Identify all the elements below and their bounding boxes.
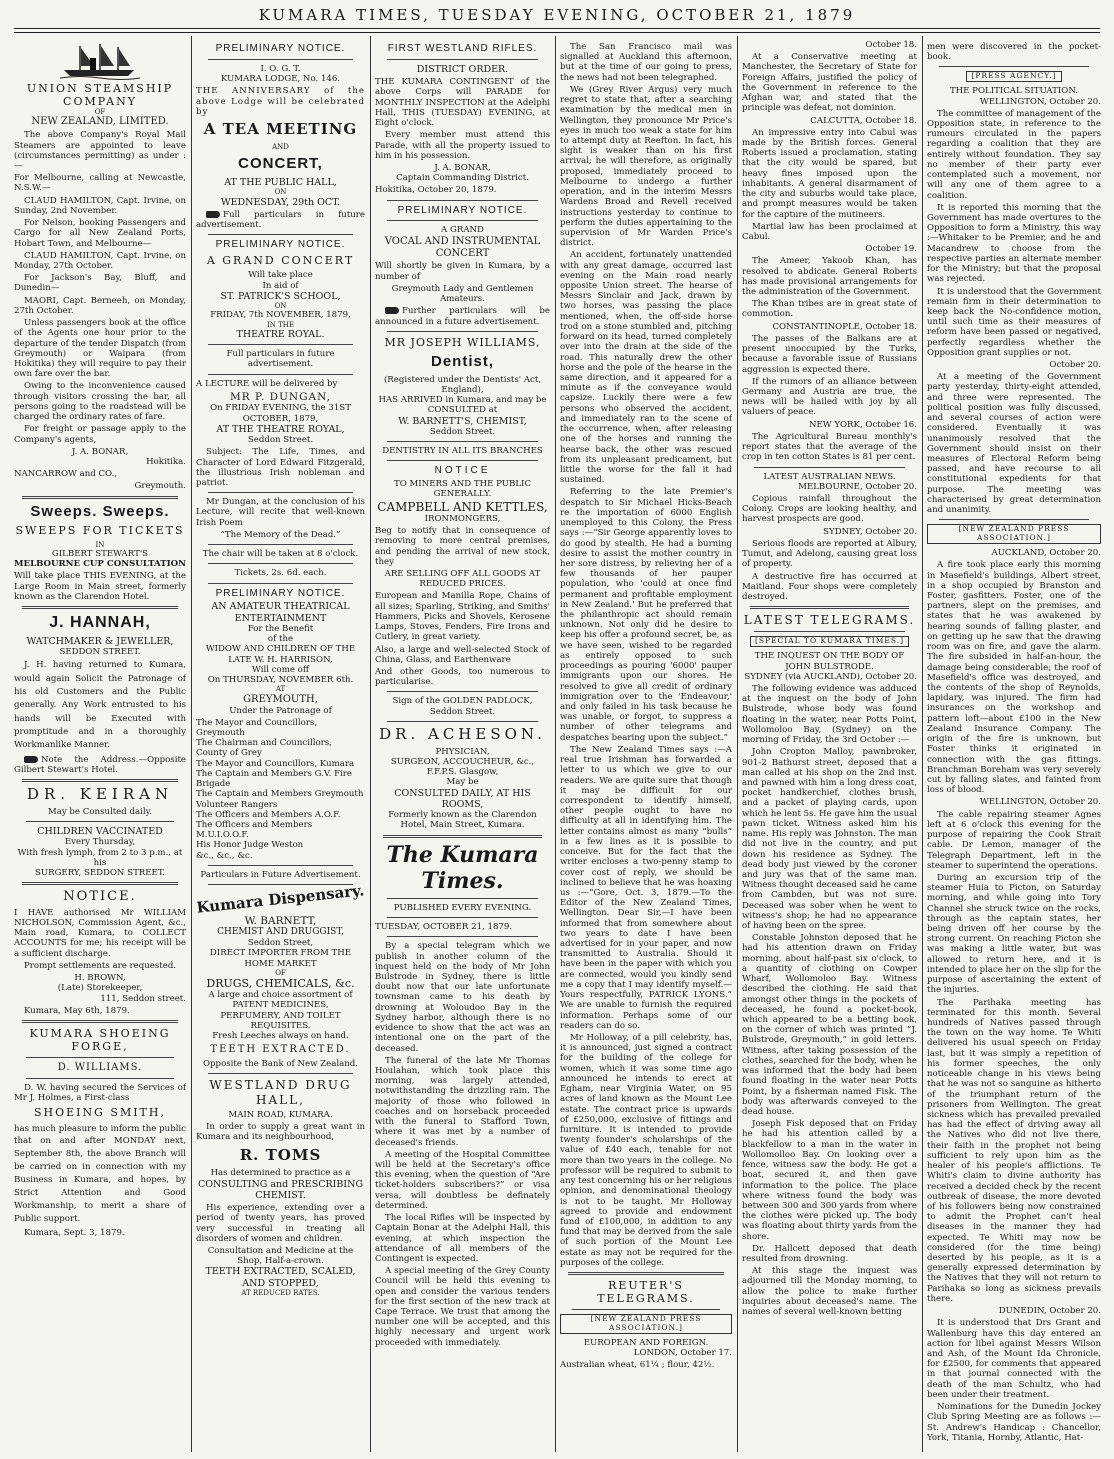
divider <box>387 331 538 332</box>
forge-smith: SHOEING SMITH, <box>33 1106 166 1120</box>
pointing-hand-icon <box>24 756 38 763</box>
editorial-1: By a special telegram which we publish in another column of the inquest held on the body of Mr John Bulstrode in Sydney, there is little doubt now that our late unfortunate townsman came to his death by drowning at Woloudoo Bay in the Sydney harbor, although there is no evidence to show that the act was an intentional one on the part of the deceased. <box>375 941 550 1054</box>
divider <box>939 66 1089 67</box>
cable-1: At a Conservative meeting at Manchester, the Secretary of State for Foreign Affairs, justified the policy of the Government in reference to the Afghan war, and stated that the principle was defeat, not dominion. <box>742 52 917 114</box>
usc-claud1: CLAUD HAMILTON, Capt. Irvine, on Sunday, 2nd November. <box>14 195 186 216</box>
teeth: TEETH EXTRACTED. <box>210 1044 351 1056</box>
divider <box>22 496 178 499</box>
inquest-4: Joseph Fisk deposed that on Friday he had his attention called by a blackfellow to a man in the water in Wollomolloo Bay. On looking over a fence, witness saw the body. He got a boat, secured it, and then gave information to the police. The place where witness found the body was between 300 and 300 yards from where the clothes were picked up. The body was floating about thirty yards from the shore. <box>742 1119 917 1242</box>
assort: A large and choice assortment of <box>208 990 353 1001</box>
press-tag: [PRESS AGENCY.] <box>966 71 1061 82</box>
lect-place: AT THE THEATRE ROYAL, <box>216 423 345 435</box>
lect-date: On FRIDAY EVENING, the 31ST OCTOBER, 1879, <box>210 403 351 424</box>
surgeon: SURGEON, ACCOUCHEUR, &c., <box>390 756 535 767</box>
forge-head: KUMARA SHOEING FORGE, <box>29 1027 171 1054</box>
physician: PHYSICIAN, <box>435 746 490 757</box>
bonar-role: Captain Commanding District. <box>396 173 529 184</box>
news-6: Nominations for the Dunedin Jockey Club Spring Meeting are as follows :— St. Andrew's Handicap : Chancellor, York, Titania, Hornby, Atlantic, Hat- <box>927 1402 1101 1443</box>
prelim-3: PRELIMINARY NOTICE. <box>215 587 346 599</box>
nzpa-tag: [NEW ZEALAND PRESS ASSOCIATION.] <box>560 1314 732 1334</box>
column-1 <box>14 40 186 1452</box>
latest-head: LATEST TELEGRAMS. <box>743 613 916 628</box>
maybe: May be <box>446 777 479 788</box>
leeches: Fresh Leeches always on hand. <box>212 1031 349 1041</box>
polsit-head: THE POLITICAL SITUATION. <box>949 86 1079 97</box>
masthead: KUMARA TIMES, TUESDAY EVENING, OCTOBER 21, 1879 <box>258 6 856 24</box>
reuter: REUTER'S TELEGRAMS. <box>597 1279 695 1306</box>
bonar: J. A. BONAR, <box>434 162 491 173</box>
divider <box>387 691 538 692</box>
news-5: It is understood that Drs Grant and Wallenburg have this day entered an action for libel against Messrs Wilson and Ash, of the Mount Ida Chronicle, for £2500, for comments that appeared in that journal connected with the death of the man Schultz, who had been under their treatment. <box>927 1318 1101 1400</box>
lodge: KUMARA LODGE, No. 146. <box>220 74 341 85</box>
usc-agent2-loc: Greymouth. <box>134 481 186 492</box>
divider <box>383 835 542 838</box>
inthe: IN THE <box>267 320 294 329</box>
benefit: For the Benefit <box>247 624 314 634</box>
paper-title: The Kumara Times. <box>386 841 539 894</box>
stpat: ST. PATRICK'S SCHOOL, <box>220 290 341 302</box>
divider <box>387 721 538 722</box>
notice-head: NOTICE. <box>63 889 137 905</box>
column-separator <box>555 36 556 1452</box>
column-2 <box>196 40 365 1452</box>
westland: WESTLAND DRUG HALL, <box>209 1078 352 1107</box>
article-6: Mr Holloway, of a pill celebrity, has, it is announced, just signed a contract for the building of the college for women, which it was some time ago announced he intends to erect at Egham, near Virginia Water, on 95 acres of land known as the Mount Lee estate. The contract price is upwards of £250,000, exclusive of fittings and furniture. It is intended to provide twenty founder's scholarships of the value of £40 each, tenable for not more than two years in the college. No professor will be required to submit to any test concerning his or her religious opinion, and denominational theology is not to be taught. Mr Holloway agreed to provide and endowment fund of £100,000, in addition to any fund that may be derived from the sale of such portion of the Mount Lee estate as may not be required for the purposes of the college. <box>560 1033 732 1268</box>
divider <box>26 1057 174 1058</box>
article-5: The New Zealand Times says :—A real true Irishman has forwarded a letter to us which we give to our readers. We are quite sure that though it may be difficult for our correspondent to identify himself, other people ought to have no difficulty at all in identifying him. The letter contains almost as many “bulls” in a few lines as it is possible to conceive. But for the fact that the writer encloses a two-penny stamp to cover cost of reply, we should be inclined to believe that he was hoaxing us :—“Gore, Oct. 3, 1879.—To the Editor of the New Zealand Times, Wellington. Dear Sir,—I have been informed that from somewhere about two years to date I have been advertised for in your paper, and now transmitted to Australia. Should it have been in the paper with which you are connected, would you kindly send me a copy that I may identify myself.—Yours respectfully, PATRICK LYONS.” We are unable to furnish the required information. Perhaps some of our readers can do so. <box>560 744 732 1031</box>
divider <box>387 936 538 937</box>
inquest-1: The following evidence was adduced at the inquest on the body of John Bulstrode, whose body was found floating in the water, near Potts Point, Wollomoloo Bay, (Sydney) on the morning of Friday, the 3rd October :— <box>742 684 917 746</box>
willtake: Will take place <box>248 270 313 281</box>
on-2: ON <box>274 302 287 311</box>
patent: PATENT MEDICINES, <box>232 1000 329 1011</box>
dentistry: DENTISTRY IN ALL ITS BRANCHES <box>382 446 543 457</box>
inquest-3: Constable Johnston deposed that he had his attention drawn on Friday morning, about half-past six o'clock, to a quantity of clothing on Cowper Wharf, Wollomoloo Bay. Witness described the clothing. He said that amongst other things in the pockets of deceased, he found a pocket-book, which appeared to be a betting book, on the corner of which was printed “J. Bulstrode, Greymouth,” in gold letters. Witness, after taking possession of the clothes, searched for the body, when he was informed that the body had been found floating in the water near Potts Point, by a fisherman named Fisk. The body was afterwards conveyed to the dead house. <box>742 933 917 1117</box>
editorial-2: The funeral of the late Mr Thomas Houlahan, which took place this morning, was largely attended, notwithstanding the drizzling rain. The majority of those who followed in coaches and on horseback proceeded with the funeral to Stafford Town, where it was met by a number of deceased's friends. <box>375 1055 550 1148</box>
patrons: The Mayor and Councillors, Greymouth The Chairman and Councillors, County of Grey The Mayor and Councillors, Kumara The Captain and Members G.V. Fire Brigade The Captain and Members Greymouth Volunteer Rangers The Officers and Members A.O.F. The Officers and Members M.U.I.O.O.F. His Honor Judge Weston &c., &c., &c. <box>196 717 364 861</box>
forge-date: Kumara, Sept. 3, 1879. <box>24 1227 125 1238</box>
keiran-surgery: SURGERY, SEDDON STREET. <box>34 868 166 879</box>
teameeting: A TEA MEETING <box>203 119 358 138</box>
column-separator <box>370 36 371 1452</box>
ffps: F.F.P.S. Glasgow, <box>426 767 499 778</box>
seddon-3: Seddon Street. <box>429 426 496 437</box>
divider <box>208 563 353 564</box>
lect-street: Seddon Street. <box>247 435 314 446</box>
of: of the <box>267 634 294 645</box>
divider <box>22 779 178 782</box>
continuation: men were discovered in the pocket-book. <box>927 42 1101 63</box>
selling: ARE SELLING OFF ALL GOODS AT REDUCED PRICES. <box>384 569 541 590</box>
inquest-head: THE INQUEST ON THE BODY OF JOHN BULSTRODE. <box>754 651 905 672</box>
usc-owing: Owing to the inconvenience caused through visitors crossing the bar, all persons going to the roadstead will be charged the ordinary rates of fare. <box>14 381 186 423</box>
rifles: FIRST WESTLAND RIFLES. <box>387 43 538 54</box>
on: ON <box>274 188 287 197</box>
prelim-1: PRELIMINARY NOTICE. <box>215 43 346 54</box>
divider <box>22 606 178 609</box>
notice-prompt: Prompt settlements are requested. <box>24 960 177 971</box>
hannah-street: SEDDON STREET. <box>59 647 141 658</box>
published: PUBLISHED EVERY EVENING. <box>393 902 532 913</box>
usc-unless: Unless passengers book at the office of the Agents one hour prior to the departure of the tender Dispatch (from Greymouth) or Waipara (from Hokitika) they will require to pay their own fare over the bar. <box>14 318 186 380</box>
subject: Subject: The Life, Times, and Character of Lord Edward Fitzgerald, the illustrious Irish nobleman and patriot. <box>196 447 365 488</box>
and: AND <box>272 142 289 151</box>
forge-body: D. W. having secured the Services of Mr J. Holmes, a First-class <box>14 1083 186 1104</box>
keiran-lymph: With fresh lymph, from 2 to 3 p.m., at his <box>17 847 183 868</box>
pointing-hand-icon <box>385 307 399 314</box>
cable-3: Martial law has been proclaimed at Cabul. <box>742 221 917 242</box>
perf: PERFUMERY, AND TOILET REQUISITES. <box>220 1010 341 1031</box>
usc-title-2: NEW ZEALAND, LIMITED. <box>31 116 169 128</box>
notice-addr: 111, Seddon street. <box>100 993 186 1004</box>
masthead-rule-2 <box>14 32 1100 33</box>
of-2: OF <box>275 968 286 977</box>
forge-body2: has much pleasure to inform the public that on and after MONDAY next, September 8th, the above Branch will be carried on in connection with my Business in Kumara, and hopes, by Strict Attention and Good Workmanship, to merit a share of Public support. <box>14 1123 186 1224</box>
divider <box>208 492 353 493</box>
usc-title: UNION STEAMSHIP COMPANY <box>26 82 174 109</box>
chemist: CHEMIST AND DRUGGIST, <box>217 927 344 938</box>
cable-10: Serious floods are reported at Albury, Tumut, and Adelong, causing great loss of property. <box>742 538 917 570</box>
dispensary-title: Kumara Dispensary. <box>196 881 365 917</box>
opp: Opposite the Bank of New Zealand. <box>203 1059 358 1070</box>
seddon: Seddon Street, <box>247 938 314 949</box>
divider <box>387 200 538 201</box>
drugs: DRUGS, CHEMICALS, &c. <box>206 977 355 991</box>
sweeps-head: Sweeps. Sweeps. <box>30 502 170 520</box>
barnett-3: W. BARNETT'S, CHEMIST, <box>398 415 527 427</box>
also: Also, a large and well-selected Stock of China, Glass, and Earthenware <box>375 644 550 665</box>
notice-date: Kumara, May 6th, 1879. <box>24 1005 130 1016</box>
importer: DIRECT IMPORTER FROM THE HOME MARKET <box>209 948 352 969</box>
divider <box>939 519 1089 520</box>
column-3 <box>375 40 550 1452</box>
divider <box>568 1272 724 1275</box>
dateline: MELBOURNE, October 20. <box>798 481 917 492</box>
issue-date: TUESDAY, OCTOBER 21, 1879. <box>375 922 513 933</box>
determined: Has determined to practice as a <box>210 1168 351 1179</box>
dateline: October 19. <box>865 244 917 255</box>
inquest-5: Dr. Hallcett deposed that death resulted from drowning. <box>742 1243 917 1265</box>
thurs: On THURSDAY, NOVEMBER 6th. <box>207 675 354 686</box>
greymouth: GREYMOUTH, <box>243 693 318 705</box>
theatre: THEATRE ROYAL. <box>236 328 325 340</box>
euro: EUROPEAN AND FOREIGN. <box>583 1338 709 1349</box>
column-separator <box>191 36 192 1452</box>
political-4: At a meeting of the Government party yesterday, thirty-eight attended, and three were represented. The political position was fully discussed, and several courses of action were considered. Eventually it was unanimously resolved that the Government should insist on their measures of Electoral Reform being passed, and have recourse to all constitutional expedients for that purpose. The meeting was characterised by great determination and unanimity. <box>927 372 1101 516</box>
recite: Mr Dungan, at the conclusion of his Lecture, will recite that well-known Irish Poem <box>196 497 365 528</box>
usc-agent2: NANCARROW and CO., <box>14 469 118 480</box>
dateline: SYDNEY (via AUCKLAND), October 20. <box>744 671 917 682</box>
news-4: The Parihaka meeting has terminated for this month. Several hundreds of Natives passed through the town on the way home. Te Whiti delivered his usual speech on Friday last, but it was simply a repetition of his former speeches, the only noticeable change in his views being that he was not so sanguine as hitherto of the triumphant return of the prisoners from Wellington. The great sickness which has prevailed prevailed has had the effect of driving away all the Natives who did not live there, their faith in the prophet not being sufficient to rely upon him as the healer of his people's afflictions. Te Whiti's claim to divine authority has received a decided check by the recent outbreak of disease, the more devoted of his followers being now constrained to admit the Prophet can't heal diseases in the manner they had expected. Te Whiti may now be considered (for the time being) deserted by his people, as it is a generally expressed determination by the Natives that they will not return to Parihaka so long as sickness prevails there. <box>927 997 1101 1304</box>
sweeps-body: Will take place THIS EVENING, at the Large Room in Main street, formerly known as the Clarendon Hotel. <box>14 571 186 602</box>
usc-claud2: CLAUD HAMILTON, Capt. Irvine, on Monday, 27th October. <box>14 250 186 271</box>
divider <box>387 220 538 221</box>
sweeps-title: SWEEPS FOR TICKETS <box>15 524 185 538</box>
cable-8: The Agricultural Bureau monthly's report states that the average of the crop in ten cotton States is 81 per cent. <box>742 431 917 463</box>
willcome: Will come off <box>252 664 309 675</box>
lecture: A LECTURE will be delivered by <box>196 378 338 389</box>
column-4 <box>560 40 732 1452</box>
usc-jackson: For Jackson's Bay, Bluff, and Dunedin— <box>14 273 186 294</box>
reg: (Registered under the Dentists' Act, England), <box>383 374 542 395</box>
divider <box>572 1309 720 1310</box>
wed: WEDNESDAY, 29th OCT. <box>220 196 341 208</box>
political-2: It is reported this morning that the Government has made overtures to the Opposition to form a Ministry, this way :—Whitaker to be Premier, and he and Macandrew to choose from the respective parties an alternate member for the Ministry; but that the proposal was rejected. <box>927 202 1101 285</box>
dateline: WELLINGTON, October 20. <box>979 96 1101 107</box>
dateline: CALCUTTA, October 18. <box>810 115 917 126</box>
sweeps-cup: MELBOURNE CUP CONSULTATION <box>14 559 186 570</box>
divider <box>387 460 538 461</box>
under: Under the Patronage of <box>229 705 332 716</box>
sweeps-in: IN <box>95 540 105 549</box>
divider <box>26 821 174 822</box>
divider <box>208 234 353 235</box>
dateline: CONSTANTINOPLE, October 18. <box>772 321 917 332</box>
other: And other Goods, too numerous to particularise. <box>375 666 550 688</box>
full-1: Full particulars in future advertisement. <box>196 209 365 231</box>
keiran-consult: May be Consulted daily. <box>47 806 153 817</box>
chair: The chair will be taken at 8 o'clock. <box>202 549 359 560</box>
divider <box>754 631 905 632</box>
prelim-2: PRELIMINARY NOTICE. <box>215 239 346 251</box>
dateline: AUCKLAND, October 20. <box>991 548 1101 559</box>
iogt: I. O. G. T. <box>260 63 301 74</box>
keiran-children: CHILDREN VACCINATED <box>37 826 163 838</box>
teeth2: TEETH EXTRACTED, SCALED, AND STOPPED, <box>205 1266 356 1289</box>
padlock: Sign of the GOLDEN PADLOCK, Seddon Street. <box>392 696 533 717</box>
iron: IRONMONGERS, <box>424 513 501 524</box>
tickets: Tickets, 2s. 6d. each. <box>234 568 327 579</box>
consulting: CONSULTING and PRESCRIBING CHEMIST. <box>197 1178 364 1201</box>
divider <box>208 865 353 866</box>
editorial-5: A special meeting of the Grey County Council will be held this evening to open and consider the various tenders for the first section of the new track at Cape Terrace. We trust that among the number one will be accepted, and this highly necessary and urgent work proceeded with immediately. <box>375 1266 550 1348</box>
divider <box>22 882 178 885</box>
grey: Greymouth Lady and Gentlemen Amateurs. <box>391 283 534 305</box>
divider <box>208 374 353 375</box>
divider <box>208 1073 353 1074</box>
beg: Beg to notify that in consequence of removing to more central premises, and pending the arrival of new stock, they <box>375 526 550 567</box>
mainroad: MAIN ROAD, KUMARA. <box>228 1109 333 1120</box>
concert: CONCERT, <box>238 155 323 173</box>
divider <box>208 344 353 345</box>
publichall: AT THE PUBLIC HALL, <box>224 177 337 188</box>
miners: TO MINERS AND THE PUBLIC GENERALLY. <box>393 479 532 500</box>
grand: A GRAND CONCERT <box>206 254 355 268</box>
dateline: October 20. <box>1049 360 1101 371</box>
hannah-body: J. H. having returned to Kumara, would again Solicit the Patronage of his old Customers and the Public generally. Any Work entrusted to his hands will be Executed with promptitude and in a thoroughly Workmanlike Manner. <box>14 660 186 751</box>
campbell: CAMPBELL AND KETTLES, <box>377 499 548 514</box>
usc-newcastle: For Melbourne, calling at Newcastle, N.S.W.— <box>14 173 186 194</box>
amateur: AN AMATEUR THEATRICAL ENTERTAINMENT <box>211 601 350 624</box>
divider <box>208 59 353 60</box>
editorial-4: The local Rifles will be inspected by Captain Bonar at the Adelphi Hall, this evening, at which inspection the attendance of all members of the Contingent is expected. <box>375 1213 550 1264</box>
news-2: The cable repairing steamer Agnes left at 6 o'clock this evening for the purpose of repairing the Cook Strait cable. Dr Lemon, manager of the Telegraph Department, left in the steamer to superintend the operations. <box>927 809 1101 871</box>
forge-name: D. WILLIAMS. <box>57 1062 143 1074</box>
european: European and Manilla Rope, Chains of all sizes; Sparling, Striking, and Smiths' Hammers, Picks and Shovels, Kerosene Lamps, Stoves, Fenders, Fire Irons and Cutlery, in great variety. <box>375 591 550 643</box>
nzpa-tag: [NEW ZEALAND PRESS ASSOCIATION.] <box>927 524 1101 544</box>
given: Will shortly be given in Kumara, by a number of <box>375 261 550 282</box>
poem: “The Memory of the Dead.” <box>220 529 341 540</box>
acheson: DR. ACHESON. <box>379 724 546 743</box>
article-2: We (Grey River Argus) very much regret to state that, after a searching examination by the medical men in Wellington, they pronounce Mr Price's eyes in much too weak a state for him to attempt duty at Reefton. In fact, his sight is weaker than on his first arrival; he will therefore, as originally proposed, immediately proceed to Melbourne to undergo a further operation, and in the interim Messrs Wardens Broad and Revell received instructions yesterday to continue to perform the duties appertaining to the supervision of Mr Warden Price's district. <box>560 84 732 249</box>
inquest-2: John Cropton Malloy, pawnbroker, 901-2 Bathurst street, deposed that a man called at his shop on the 2nd inst. and pawned with him a long dress coat, pocket handkerchief, clothes brush, and a packet of playing cards, upon which he lent 5s. He gave him the usual pawn ticket. Witness asked him his name. His reply was Johnston. The man did not live in the country, and put down his residence as Sydney. The dead body just viewed by the coroner and jury was that of the same man. Witness thought deceased said he came from Cambden, but was not sure. Deceased was sober when he went to witness's shop; he had no appearance of having been on the spree. <box>742 747 917 932</box>
aus-head: LATEST AUSTRALIAN NEWS. <box>763 471 896 482</box>
inquest-6: At this stage the inquest was adjourned till the Monday morning, to allow the police to make further inquiries about deceased's name. The names of several well-known betting <box>742 1266 917 1318</box>
cable-11: A destructive fire has occurred at Maitland. Four shops were completely destroyed. <box>742 571 917 602</box>
wheat: Australian wheat, 61¼ ; flour, 42½. <box>560 1360 715 1371</box>
notice-body: I HAVE authorised Mr WILLIAM NICHOLSON, Commission Agent, &c., Main road, Kumara, to COLLECT ACCOUNTS for me; his receipt will be a sufficient discharge. <box>14 907 186 959</box>
barnett: W. BARNETT, <box>244 914 317 927</box>
column-5 <box>742 40 917 1452</box>
arrived: HAS ARRIVED in Kumara, and may be CONSULTED at <box>378 395 547 416</box>
hannah-name: J. HANNAH, <box>49 613 151 631</box>
full-2: Full particulars in future advertisement. <box>226 349 335 370</box>
bonar-date: Hokitika, October 20, 1879. <box>375 185 497 196</box>
consulted: CONSULTED DAILY, AT HIS ROOMS, <box>394 787 531 810</box>
usc-of: OF <box>94 108 106 117</box>
divider <box>387 898 538 899</box>
political-1: The committee of management of the Opposition state, in reference to the rumours circulated in the papers regarding a coalition that they are entirely without foundation. They say no member of their party ever contemplated such a movement, nor will any one of them agree to a coalition. <box>927 108 1101 201</box>
anniv: THE ANNIVERSARY of the above Lodge will be celebrated by <box>196 86 365 117</box>
usc-maori: MAORI, Capt. Berneeh, on Monday, 27th October. <box>14 295 186 316</box>
sweeps-gilbert: GILBERT STEWART'S <box>51 548 149 559</box>
cable-2: An impressive entry into Cabul was made by the British forces. General Roberts issued a proclamation, stating that the city would be spared, but heavy fines imposed upon the inhabitants. A general disarmament of the city and suburbs would take place, and prompt measures would be taken for the capture of the mutineers. <box>742 127 917 220</box>
cable-5: The Khan tribes are in great state of commotion. <box>742 299 917 320</box>
district: DISTRICT ORDER. <box>416 63 509 75</box>
usc-freight: For freight or passage apply to the Company's agents, <box>14 424 186 445</box>
divider <box>387 917 538 918</box>
hannah-note: Note the Address.—Opposite Gilbert Stewart's Hotel. <box>14 754 186 775</box>
divider <box>754 467 905 468</box>
vocal: VOCAL AND INSTRUMENTAL CONCERT <box>384 235 541 259</box>
article-3: An accident, fortunately unattended with any great damage, occurred last evening on the Main road nearly opposite Union street. The hearse of Messrs Sinclair and Jack, drawn by two horses, was passing the place mentioned, when, the off-side horse trod on a stone stumbled and, pitching forward on its head, turned completely over into the drain at the side of the road. This naturally drew the other horse and the pole of the hearse in the same direction, and it appeared for a minute as if the conveyance would capsize. Luckily there were a few persons who observed the accident, and immediately ran to the scene of the occurrence, when, after releasing one of the horses and running the hearse back, the other was rescued from its unpleasant predicament, but little the worse for the fall it had sustained. <box>560 250 732 486</box>
cable-7: If the rumors of an alliance between Germany and Austria are true, the news will be hailed with joy by all valuers of peace. <box>742 376 917 418</box>
exp: His experience, extending over a period of twenty years, has proved very successful in treating all disorders of women and children. <box>196 1203 365 1244</box>
news-1: A fire took place early this morning in Masefield's buildings, Albert street, in a shop occupied by Branston and Foster, gasfitters. Foster, one of the partners, slept on the premises, and states that he was awakened by hearing sounds of falling plaster, and on getting up he saw that the drawing room was on fire, and gave the alarm. The fire subsided in half-an-hour, the damage being considerable; the roof of Masefield's office was destroyed, and the contents of the shop of Reynolds, lapidary, was injured. The firm had insurances on the workshop and pattern loft—about £100 in the New Zealand Insurance Company. The origin of the fire is unknown, but Foster thinks it originated in connection with the gas fittings. Branchman Boreham was very severely cut by falling slates, and fainted from loss of blood. <box>927 560 1101 796</box>
divider <box>208 583 353 584</box>
dateline: DUNEDIN, October 20. <box>998 1306 1101 1317</box>
cable-4: The Ameer, Yakoob Khan, has resolved to abdicate. General Roberts has made provisional arrangements for the administration of the Government. <box>742 256 917 298</box>
pointing-hand-icon <box>206 211 220 218</box>
keiran-name: DR. KEIRAN <box>26 785 174 804</box>
usc-agent1-loc: Hokitika. <box>146 456 186 467</box>
rifles-body: THE KUMARA CONTINGENT of the above Corps will PARADE for MONTHLY INSPECTION at the Adelphi Hall, THIS (TUESDAY) EVENING, at Eight o'clock. <box>375 77 550 129</box>
column-separator <box>737 36 738 1452</box>
editorial-3: A meeting of the Hospital Committee will be held at the Secretary's office this evening, when the question of “Are ticket-holders subscribers?” or visa versa, will doubtless be definately determined. <box>375 1149 550 1211</box>
dungan: MR P. DUNGAN, <box>230 390 331 403</box>
at: AT <box>275 685 286 694</box>
cable-9: Copious rainfall throughout the Colony. Crops are looking healthy, and harvest prospects are good. <box>742 493 917 525</box>
dateline: SYDNEY, October 20. <box>823 526 917 537</box>
notice-3: NOTICE <box>434 465 491 477</box>
toms: R. TOMS <box>239 1145 322 1164</box>
divider <box>387 59 538 60</box>
rifles-body2: Every member must attend this Parade, with all the property issued to him in his possession. <box>375 130 550 161</box>
column-6 <box>927 40 1101 1452</box>
keiran-every: Every Thursday, <box>64 837 136 848</box>
divider <box>750 606 909 609</box>
masthead-rule <box>14 28 1100 29</box>
usc-nelson: For Nelson, booking Passengers and Cargo for all New Zealand Ports, Hobart Town, and Melbourne— <box>14 218 186 249</box>
consult2: Consultation and Medicine at the Shop, Half-a-crown. <box>207 1246 354 1267</box>
dateline: WELLINGTON, October 20. <box>979 797 1101 808</box>
prelim: PRELIMINARY NOTICE. <box>397 204 528 216</box>
political-3: It is understood that the Government remain firm in their determination to keep back the No-confidence motion, until such time as their measures of reform have been passed or negatived, perfectly regardless whether the Opposition grant supplies or not. <box>927 286 1101 358</box>
usc-agent1: J. A. BONAR, <box>71 446 129 457</box>
dentist: Dentist, <box>430 352 494 370</box>
cable-6: The passes of the Balkans are at present unoccupied by the Turks, because a favorable issue of Russians aggression is expected there. <box>742 333 917 375</box>
special-tag: [SPECIAL TO KUMARA TIMES.] <box>750 636 909 647</box>
article-4: Referring to the late Premier's despatch to Sir Michael Hicks-Beach re the importation of 6000 English unemployed to this Colony, the Press says :—“Sir George apparently loves to do good by stealth. He had a burning desire to assist the mother country in her sore distress, by relieving her of a few thousands of her pauper population, who 'could at once find permanent and profitable employment in New Zealand.' But he preferred that the philanthropic act should remain unknown. Not only did he desire to keep his offer a profound secret, be, as we have seen, wished to be regarded as entirely opposed to such proceedings as pouring '6000' pauper immigrants upon our shores. He resolved to give all credit of ordinary immigration over to the 'Endeavour,' and only failed in his task because he was unable, or forgot, to suppress a number of other telegrams and despatches bearing upon the subject.” <box>560 487 732 743</box>
divider <box>22 1020 178 1023</box>
divider <box>387 441 538 442</box>
inaid: In aid of <box>262 280 299 291</box>
london: LONDON, October 17. <box>633 1348 732 1359</box>
formerly: Formerly known as the Clarendon Hotel, Main Street, Kumara. <box>388 810 537 831</box>
dateline: NEW YORK, October 16. <box>808 419 917 430</box>
usc-intro: The above Company's Royal Mail Steamers are appointed to leave (circumstances permitting) as under :— <box>14 130 186 172</box>
divider <box>208 544 353 545</box>
column-separator <box>922 36 923 1452</box>
steamship-icon <box>60 42 140 80</box>
notice-role: (Late) Storekeeper, <box>57 983 143 994</box>
reduced: AT REDUCED RATES. <box>241 1289 320 1298</box>
further: Further particulars will be announced in a future advertisement. <box>375 306 550 327</box>
agrand: A GRAND <box>441 225 484 236</box>
article-1: The San Francisco mail was signalled at Auckland this afternoon, but at the time of our going to press, the news had not been telegraphed. <box>560 42 732 83</box>
news-3: During an excursion trip of the steamer Huia to Picton, on Saturday morning, and while going into Tory Channel she struck twice on the rocks, through as the captain states, her being driven off her course by the strong current. On reaching Picton she was making a little water, but was allowed to return here, and it is intended to place her on the slip for the purpose of ascertaining the extent of the injuries. <box>927 872 1101 996</box>
friday: FRIDAY, 7th NOVEMBER, 1879, <box>210 310 351 321</box>
partic: Particulars in Future Advertisement. <box>200 869 361 880</box>
dateline: October 18. <box>865 40 917 50</box>
williams: MR JOSEPH WILLIAMS, <box>384 335 541 349</box>
supply: In order to supply a great want in Kumara and its neighbourhood, <box>196 1122 365 1143</box>
notice-sign: H. BROWN, <box>74 973 126 984</box>
hannah-trade: WATCHMAKER & JEWELLER, <box>26 635 174 647</box>
divider <box>26 1078 174 1079</box>
widow: WIDOW AND CHILDREN OF THE LATE W. H. HARRISON, <box>205 644 356 665</box>
